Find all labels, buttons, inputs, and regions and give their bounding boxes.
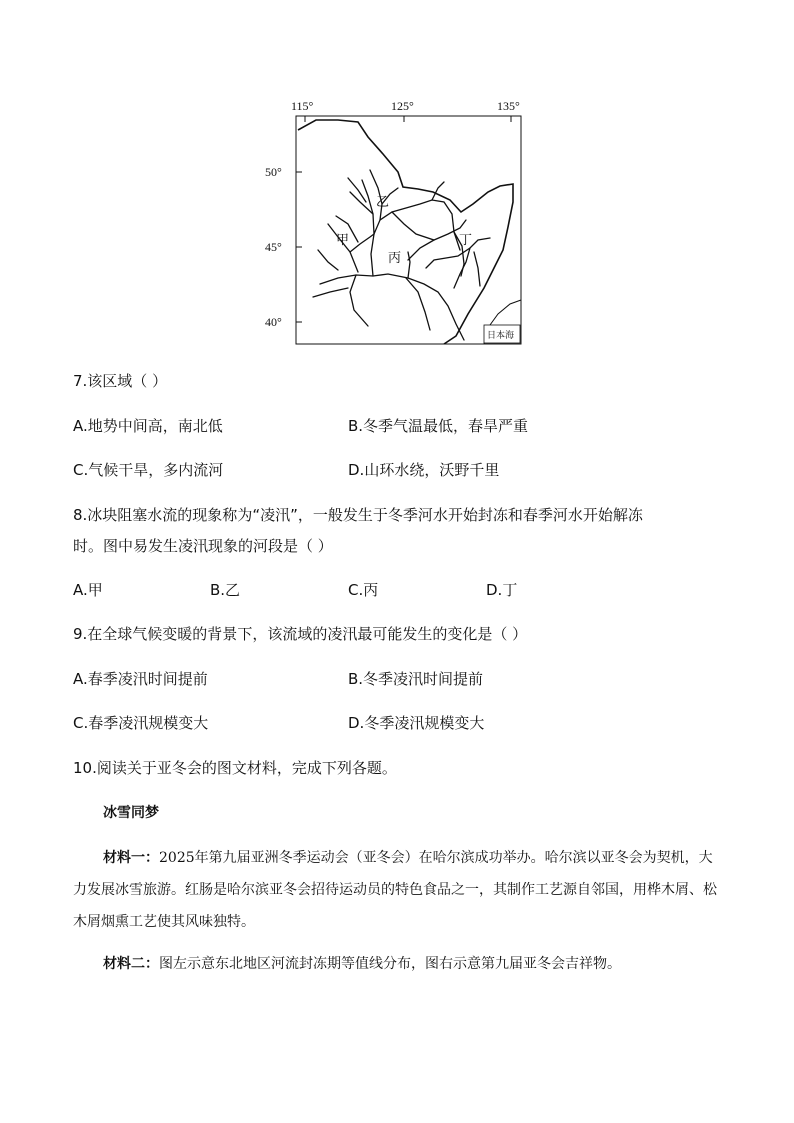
lon-label-135: 135° (497, 99, 520, 113)
q8-option-a[interactable]: A.甲 (73, 581, 103, 599)
q9-option-a[interactable]: A.春季凌汛时间提前 (73, 670, 208, 688)
place-label-jia: 甲 (336, 233, 350, 248)
q7-option-d[interactable]: D.山环水绕，沃野千里 (348, 461, 500, 479)
q8-stem-line2: 时。图中易发生凌汛现象的河段是（ ） (73, 537, 333, 555)
q9-stem: 9.在全球气候变暖的背景下，该流域的凌汛最可能发生的变化是（ ） (73, 625, 528, 643)
material-one-text: 2025年第九届亚洲冬季运动会（亚冬会）在哈尔滨成功举办。哈尔滨以亚冬会为契机，大力发展冰雪旅游。红肠是哈尔滨亚冬会招待运动员的特色食品之一，其制作工艺源自邻国，用桦木屑、松木屑烟熏工艺使其风味独特。 (73, 850, 717, 930)
material-heading: 冰雪同梦 (103, 805, 159, 821)
q7-option-c[interactable]: C.气候干旱，多内流河 (73, 461, 224, 479)
lat-label-50: 50° (265, 165, 282, 179)
material-one-label: 材料一： (103, 850, 159, 866)
q7-option-a[interactable]: A.地势中间高，南北低 (73, 417, 223, 435)
q8-stem-line1: 8.冰块阻塞水流的现象称为“凌汛”，一般发生于冬季河水开始封冻和春季河水开始解冻 (73, 506, 643, 524)
lon-label-115: 115° (291, 99, 314, 113)
q8-option-c[interactable]: C.丙 (348, 581, 379, 599)
lat-label-45: 45° (265, 240, 282, 254)
place-label-yi: 乙 (376, 195, 390, 210)
map-frame (296, 116, 521, 344)
material-two-text: 图左示意东北地区河流封冻期等值线分布，图右示意第九届亚冬会吉祥物。 (159, 956, 621, 972)
national-border (298, 120, 513, 344)
place-label-bing: 丙 (388, 251, 402, 266)
q10-stem: 10.阅读关于亚冬会的图文材料，完成下列各题。 (73, 759, 397, 777)
lat-label-40: 40° (265, 315, 282, 329)
material-two-label: 材料二： (103, 956, 159, 972)
northeast-china-map (258, 92, 538, 352)
river-network (313, 170, 490, 340)
q7-stem: 7.该区域（ ） (73, 372, 168, 390)
q7-option-b[interactable]: B.冬季气温最低，春旱严重 (348, 417, 529, 435)
q8-option-d[interactable]: D.丁 (486, 581, 518, 599)
lon-label-125: 125° (391, 99, 414, 113)
sea-label: 日本海 (487, 331, 515, 341)
q9-option-c[interactable]: C.春季凌汛规模变大 (73, 714, 209, 732)
q9-option-d[interactable]: D.冬季凌汛规模变大 (348, 714, 485, 732)
q9-option-b[interactable]: B.冬季凌汛时间提前 (348, 670, 484, 688)
place-label-ding: 丁 (459, 233, 473, 248)
q8-option-b[interactable]: B.乙 (210, 581, 241, 599)
material-one (73, 842, 723, 938)
material-two (73, 948, 723, 980)
